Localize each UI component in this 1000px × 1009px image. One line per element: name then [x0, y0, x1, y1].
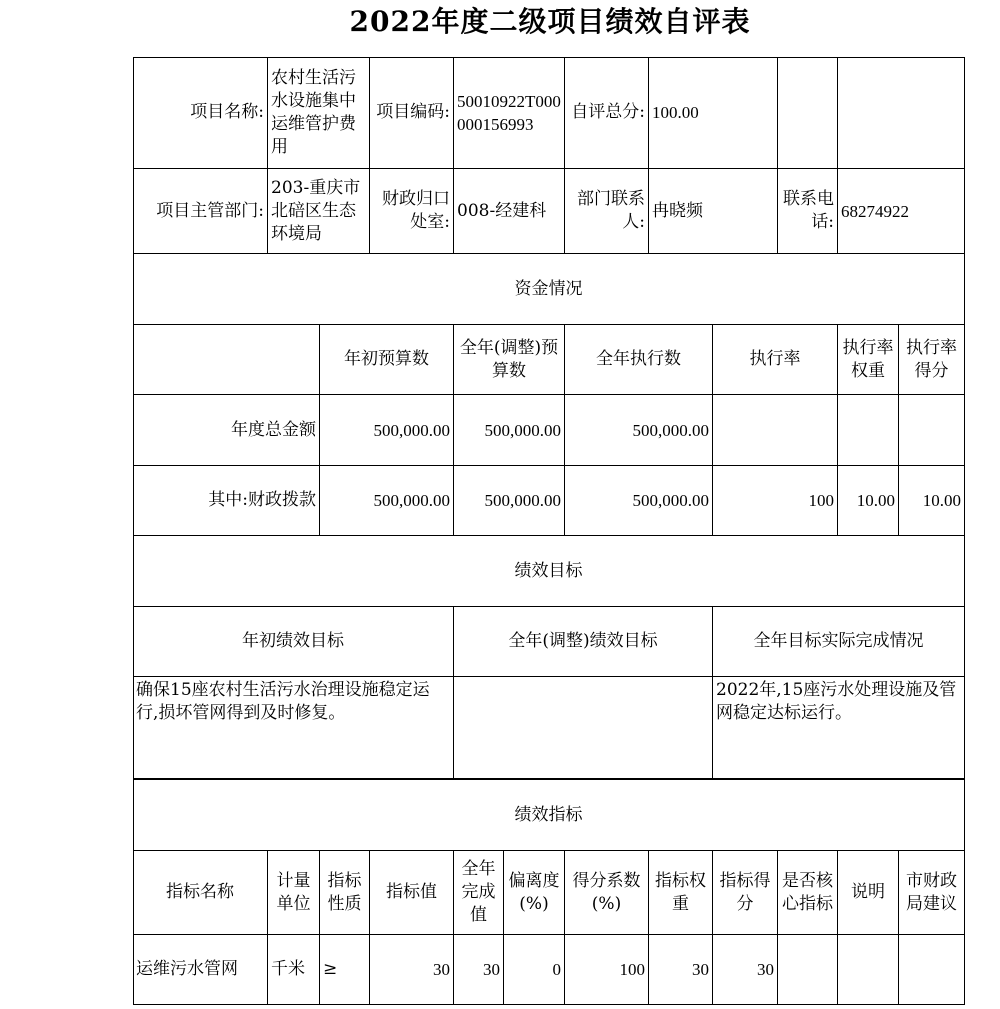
indicator-nature: ≥ — [323, 959, 338, 979]
phone-label: 联系电话: — [783, 189, 834, 232]
funds-row-weight — [838, 395, 898, 465]
funds-row-budget: 500,000.00 — [373, 420, 450, 440]
funds-header-budget: 年初预算数 — [344, 349, 429, 369]
goal-actual-text: 2022年,15座污水处理设施及管网稳定达标运行。 — [716, 680, 957, 723]
project-code-label: 项目编码: — [376, 102, 450, 122]
funds-section-title: 资金情况 — [514, 278, 583, 299]
grid-line — [133, 1004, 965, 1005]
evaluation-table — [133, 57, 965, 1005]
funds-row-adjusted: 500,000.00 — [484, 491, 561, 510]
contact-value: 冉晓频 — [652, 200, 703, 221]
indicator-header-nature: 指标性质 — [327, 870, 362, 914]
funds-header-rate: 执行率 — [749, 349, 801, 369]
funds-row-rate: 100 — [808, 491, 834, 510]
indicator-header-core: 是否核心指标 — [782, 870, 833, 914]
indicator-header-target: 指标值 — [386, 882, 437, 902]
funds-header-adjusted: 全年(调整)预算数 — [459, 337, 559, 381]
project-name-value: 农村生活污水设施集中运维管护费用 — [271, 67, 356, 157]
indicator-actual: 30 — [483, 960, 500, 979]
indicator-header-suggestion: 市财政局建议 — [906, 870, 957, 914]
funds-row-label: 其中:财政拨款 — [208, 490, 316, 510]
goals-section-title: 绩效目标 — [514, 560, 583, 581]
grid-line — [964, 57, 965, 1005]
indicator-note — [838, 935, 898, 1004]
goals-header-actual: 全年目标实际完成情况 — [753, 631, 924, 651]
indicator-score: 30 — [757, 960, 774, 979]
funds-header-executed: 全年执行数 — [596, 349, 681, 369]
page-title: 2022年度二级项目绩效自评表 — [349, 5, 751, 38]
indicators-section-title: 绩效指标 — [514, 804, 583, 825]
indicator-unit: 千米 — [271, 959, 305, 979]
self-score-value: 100.00 — [652, 103, 699, 122]
indicator-header-coefficient: 得分系数(%) — [572, 870, 641, 914]
department-label: 项目主管部门: — [156, 200, 264, 221]
indicator-header-unit: 计量单位 — [276, 870, 311, 914]
self-score-label: 自评总分: — [571, 102, 645, 122]
indicator-target: 30 — [433, 960, 450, 979]
goal-adjusted-text — [454, 677, 712, 778]
goal-initial-text: 确保15座农村生活污水治理设施稳定运行,损坏管网得到及时修复。 — [136, 680, 430, 723]
funds-row-rate — [713, 395, 837, 465]
project-name-label: 项目名称: — [190, 102, 264, 122]
funds-row-adjusted: 500,000.00 — [484, 420, 561, 440]
funds-header-score: 执行率得分 — [906, 337, 957, 381]
goals-header-adjusted: 全年(调整)绩效目标 — [508, 631, 658, 651]
indicator-deviation: 0 — [552, 960, 561, 979]
indicator-suggestion — [899, 935, 964, 1004]
indicator-header-actual: 全年完成值 — [461, 859, 496, 925]
project-code-value: 50010922T000000156993 — [457, 91, 561, 134]
phone-value: 68274922 — [841, 201, 909, 221]
indicator-header-note: 说明 — [851, 882, 885, 902]
goals-header-initial: 年初绩效目标 — [242, 631, 344, 651]
indicator-coefficient: 100 — [619, 960, 645, 979]
indicator-header-deviation: 偏离度(%) — [508, 870, 560, 914]
funds-row-weight: 10.00 — [856, 491, 895, 510]
funds-header-weight: 执行率权重 — [842, 337, 894, 381]
indicator-header-score: 指标得分 — [719, 870, 771, 914]
finance-office-value: 008-经建科 — [457, 200, 547, 221]
indicator-header-weight: 指标权重 — [655, 870, 706, 914]
funds-row-executed: 500,000.00 — [632, 420, 709, 440]
indicator-name: 运维污水管网 — [136, 959, 238, 979]
indicator-core — [778, 935, 837, 1004]
funds-row-score — [899, 395, 964, 465]
indicator-weight: 30 — [692, 960, 709, 979]
indicator-header-name: 指标名称 — [166, 882, 234, 902]
contact-label: 部门联系人: — [577, 189, 645, 232]
department-value: 203-重庆市北碚区生态环境局 — [271, 177, 361, 244]
funds-row-score: 10.00 — [922, 491, 961, 510]
funds-row-budget: 500,000.00 — [373, 491, 450, 510]
finance-office-label: 财政归口处室: — [382, 189, 450, 232]
funds-row-label: 年度总金额 — [231, 419, 316, 440]
funds-row-executed: 500,000.00 — [632, 491, 709, 510]
